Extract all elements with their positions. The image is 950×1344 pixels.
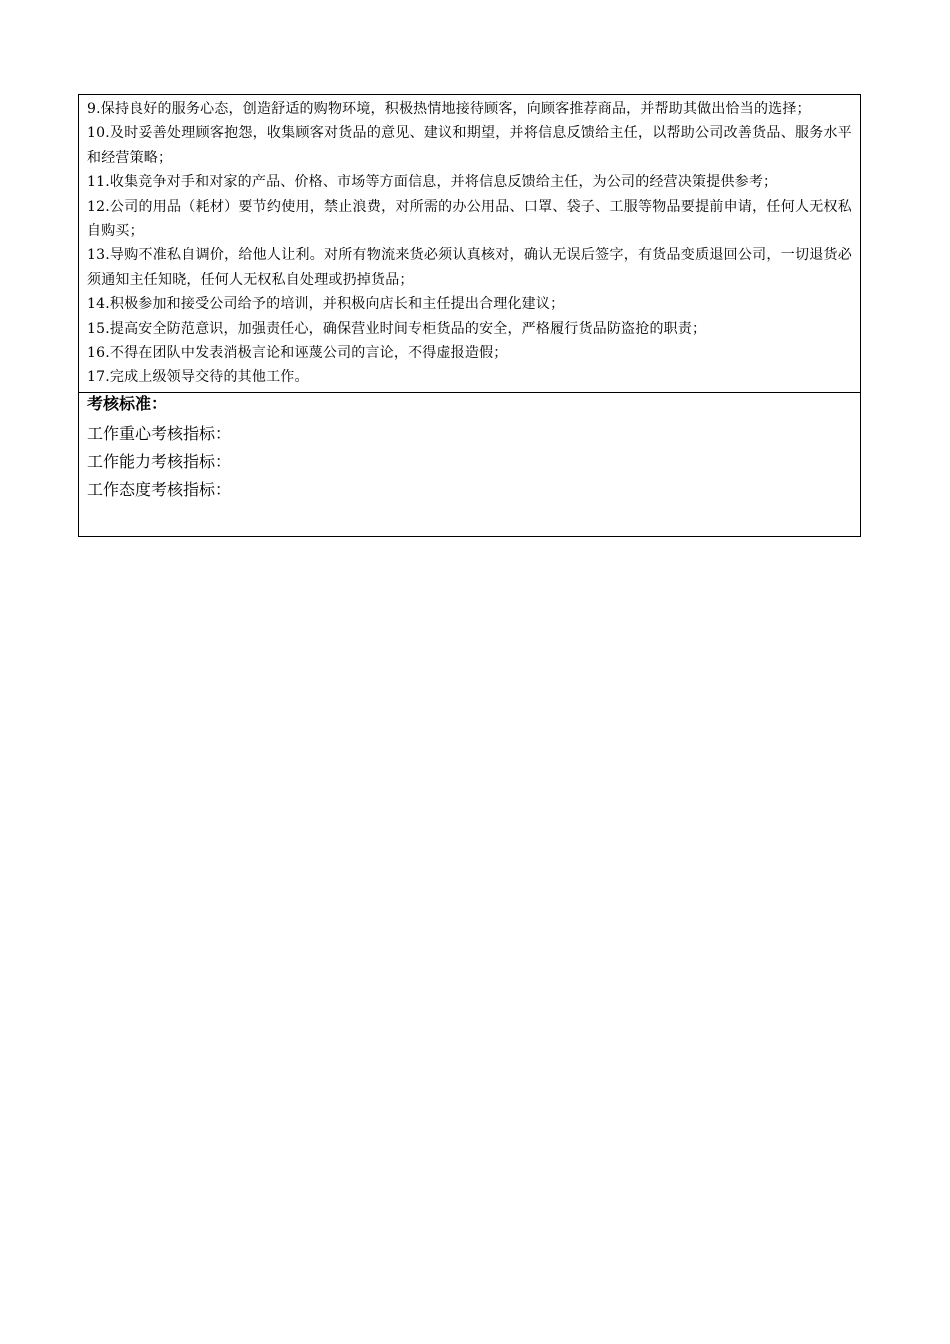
assessment-item-attitude: 工作态度考核指标： [87,479,232,499]
assessment-heading: 考核标准： [87,393,168,413]
duties-row [79,95,861,393]
duty-item-11: 11.收集竞争对手和对家的产品、价格、市场等方面信息，并将信息反馈给主任，为公司的经营决策提供参考； [87,174,778,191]
duty-item-13: 13.导购不准私自调价，给他人让利。对所有物流来货必须认真核对，确认无误后签字，有货品变质退回公司，一切退货必须通知主任知晓，任何人无权私自处理或扔掉货品； [87,247,852,288]
duty-item-14: 14.积极参加和接受公司给予的培训，并积极向店长和主任提出合理化建议； [87,296,565,313]
assessment-cell [79,392,861,536]
duty-item-16: 16.不得在团队中发表消极言论和诬蔑公司的言论，不得虚报造假； [87,345,508,362]
duties-cell [79,95,861,393]
job-description-table [78,94,861,537]
duty-item-12: 12.公司的用品（耗材）要节约使用，禁止浪费，对所需的办公用品、口罩、袋子、工服等物品要提前申请，任何人无权私自购买； [87,198,852,240]
duty-item-15: 15.提高安全防范意识，加强责任心，确保营业时间专柜货品的安全，严格履行货品防盗抢的职责； [87,320,707,337]
assessment-item-ability: 工作能力考核指标： [87,451,232,471]
assessment-item-focus: 工作重心考核指标： [87,423,232,443]
duty-item-10: 10.及时妥善处理顾客抱怨，收集顾客对货品的意见、建议和期望，并将信息反馈给主任，以帮助公司改善货品、服务水平和经营策略； [87,125,852,166]
assessment-row [79,392,861,536]
duty-item-9: 9.保持良好的服务心态，创造舒适的购物环境，积极热情地接待顾客，向顾客推荐商品，并帮助其做出恰当的选择； [87,101,811,117]
duty-item-17: 17.完成上级领导交待的其他工作。 [87,369,309,386]
